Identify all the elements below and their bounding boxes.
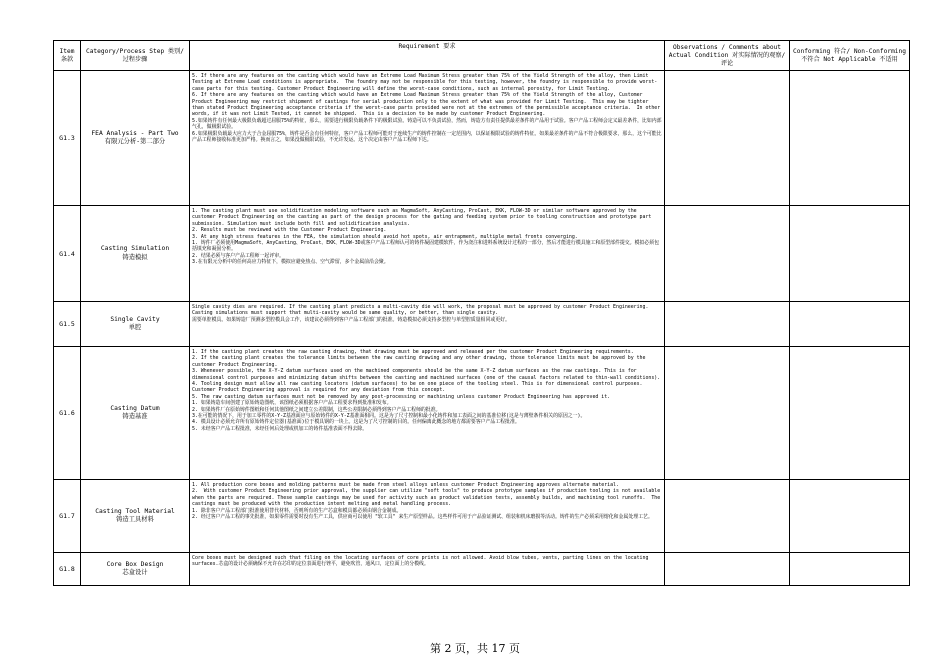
requirement-text — [190, 480, 665, 553]
conforming-cell[interactable] — [790, 206, 910, 302]
category-label: Single Cavity 单腔 — [81, 302, 190, 347]
category-label: Casting Tool Material 铸造工具材料 — [81, 480, 190, 553]
header-row — [54, 41, 910, 71]
table-row — [54, 553, 910, 586]
requirement-line: Single cavity dies are required. If the casting plant predicts a multi-cavity die will work, the proposal must be approved by customer Product Engineering. Casting simulations must support that multi-cavity would be same quality, or better, than single cavity. — [192, 304, 652, 317]
requirement-line: 需要单腔模具。如果铸造厂预测多型腔模具会工作，该建议必须得到客户产品工程部门的批准。铸造模拟必须支持多型腔与单型腔质量相同或更好。 — [192, 316, 510, 323]
category-label: FEA Analysis - Part Two 有限元分析-第二部分 — [81, 71, 190, 206]
observations-cell[interactable] — [665, 206, 790, 302]
header-observations: Observations / Comments about Actual Condition 对实际情况的观察/评论 — [665, 41, 790, 71]
conforming-cell[interactable] — [790, 553, 910, 586]
requirement-line: 3.在可能的情况下，用于加工零件的X-Y-Z基准面应与原始铸件的X-Y-Z基准面相同。这是为了尺寸控制和最小化铸件和加工表面之间的基准位移(这是与薄壁条件相关的原因之一)。 — [192, 413, 586, 420]
requirement-line: 1. If the casting plant creates the raw casting drawing, that drawing must be approved and released per the customer Product Engineering requirements. — [192, 349, 634, 355]
conforming-cell[interactable] — [790, 347, 910, 480]
item-number: G1.7 — [54, 480, 81, 553]
item-number: G1.3 — [54, 71, 81, 206]
header-conforming: Conforming 符合/ Non-Conforming 不符合 Not Applicable 不适用 — [790, 41, 910, 71]
requirements-table — [53, 40, 910, 586]
requirement-line: 3. Whenever possible, the X-Y-Z datum surfaces used on the machined components should be the same X-Y-Z datum surfaces as the raw castings. This is for dimensional control purposes and minimizing datum shifts between the casting and machined surfaces (one of the causal factors related to thin-wall conditions). — [192, 368, 661, 381]
table-row — [54, 347, 910, 480]
requirement-line: 1. The casting plant must use solidification modeling software such as MagmaSoft, AnyCasting, ProCast, EKK, FLOW-3D or similar software approved by the customer Product Engineering on the casting as part of the design process for the gating and feeding system prior to tooling construction and prototype part submission. Simulation must include both fill and solidification analysis. — [192, 208, 655, 227]
conforming-cell[interactable] — [790, 71, 910, 206]
requirement-line: 4. 模具设计必须允许所有原始铸件定位器(基准面)位于模具钢的一块上。这是为了尺寸控制的目的。任何偏离此概念的地方都需要客户产品工程批准。 — [192, 419, 520, 426]
observations-cell[interactable] — [665, 71, 790, 206]
item-number: G1.5 — [54, 302, 81, 347]
requirement-line: 1. 如果铸造车间创建了原始铸造图纸，该图纸必须根据客户产品工程要求得到批准和发布。 — [192, 400, 392, 407]
observations-cell[interactable] — [665, 302, 790, 347]
requirement-text — [190, 347, 665, 480]
requirement-line: 1. 铸件厂必须使用MagmaSoft、AnyCasting、ProCast、EKK、FLOW-3D或客户产品工程师认可的铸件凝固建模软件，作为浇注和进料系统设计过程的一部分，然后才能进行模具施工和原型部件提交。模拟必须包括填充和凝固分析。 — [192, 240, 659, 253]
requirement-line: 2. 经过客户产品工程的事先批准，如果零件需要时没有生产工具，供应商可以使用 "软工具" 来生产原型样品。这些样件可用于产品验证测试、组装和机床磨损等活动。铸件的生产必须采用熔化和金属处理工艺。 — [192, 514, 653, 521]
header-item: Item 条款 — [54, 41, 81, 71]
category-label: Core Box Design 芯盒设计 — [81, 553, 190, 586]
header-category: Category/Process Step 类别/过程步骤 — [81, 41, 190, 71]
table-row — [54, 480, 910, 553]
item-number: G1.8 — [54, 553, 81, 586]
requirement-text — [190, 553, 665, 586]
requirement-line: 2. 如果铸件厂在原始铸件图纸和任何其他图纸之间建立公差限制，这些公差限制必须得到客户产品工程师的批准。 — [192, 406, 441, 413]
table-row — [54, 206, 910, 302]
observations-cell[interactable] — [665, 553, 790, 586]
conforming-cell[interactable] — [790, 302, 910, 347]
requirement-line: 2. If the casting plant creates the tolerance limits between the raw casting drawing and any other drawing, those tolerance limits must be approved by the customer Product Engineering. — [192, 355, 649, 368]
category-label: Casting Simulation 铸造模拟 — [81, 206, 190, 302]
requirement-line: 1. All production core boxes and molding patterns must be made from steel alloys unless customer Product Engineering approves alternate material. — [192, 482, 619, 488]
requirement-line: 2. With customer Product Engineering prior approval, the supplier can utilize "soft tools" to produce prototype samples if production tooling is not available when the parts are required. These sample castings may be used for activity such as product validation tests, assembly builds, and machining tool runoffs. The castings must be produced with the production intent melting and metal handling process. — [192, 488, 664, 508]
requirement-line: 4. Tooling design must allow all raw casting locators (datum surfaces) to be on one piece of the tooling steel. This is for dimensional control purposes. Customer Product Engineering approval is required for any deviation from this concept. — [192, 381, 649, 394]
table-row — [54, 71, 910, 206]
conforming-cell[interactable] — [790, 480, 910, 553]
requirement-line: 5. The raw casting datum surfaces must not be removed by any post-processing or machining unless customer Product Engineering has approved it. — [192, 393, 611, 400]
header-requirement: Requirement 要求 — [190, 41, 665, 71]
requirement-line: 1. 除非客户产品工程部门批准使用替代材料，否则所有的生产芯盒和模具都必须由钢合金制成。 — [192, 507, 402, 514]
observations-cell[interactable] — [665, 347, 790, 480]
item-number: G1.6 — [54, 347, 81, 480]
requirement-line: 5. 未经客户产品工程批准，未经任何后处理或机加工的铸件基准表面不得去除。 — [192, 425, 368, 432]
requirement-text — [190, 206, 665, 302]
requirement-line: 2. 结果必须与客户产品工程师一起评审。 — [192, 252, 284, 259]
item-number: G1.4 — [54, 206, 81, 302]
requirement-line: 5.如果铸件有任何最大极限负载超过屈服75%的特征，那么，需要进行极限负载条件下的极限试验。铸造可以不负责试验，然而，铸造方有责任提供最差条件的产品用于试验。客户产品工程师会定义最差条件，比如内部气孔，做极限试验。 — [192, 117, 662, 131]
category-label: Casting Datum 铸造基准 — [81, 347, 190, 480]
requirement-line: 3.在有限元分析中的任何高应力特征下，模拟应避免热点、空气滞留，多个金属前沿会聚。 — [192, 259, 389, 266]
requirement-line: Core boxes must be designed such that filing on the locating surfaces of core prints is not allowed. Avoid blow tubes, vents, parting lines on the locating surfaces.芯盒的设计必须确保不允许在芯印的定位表面进行锉平，避免吹管，通风口，定位面上的分模线。 — [192, 555, 652, 568]
requirement-text — [190, 302, 665, 347]
requirement-line: 5. If there are any features on the casting which would have an Extreme Load Maximum Stress greater than 75% of the Yield Strength of the alloy, then Limit Testing at Extreme Load conditions is appropriate. The foundry may not be responsible for this testing, however, the foundry is responsible to provide worst-case parts for this testing. Customer Product Engineering will define the worst-case conditions, such as internal porosity, for Limit Testing. — [192, 73, 658, 92]
requirement-text — [190, 71, 665, 206]
table-row — [54, 302, 910, 347]
requirement-line: 2. Results must be reviewed with the Customer Product Engineering. — [192, 227, 387, 234]
requirement-line: 3. At any high stress features in the FEA, the simulation should avoid hot spots, air entrapment, multiple metal fronts converging. — [192, 233, 578, 240]
observations-cell[interactable] — [665, 480, 790, 553]
requirement-line: 6. If there are any features on the casting which would have an Extreme Load Maximum Stress greater than 75% of the Yield Strength of the alloy, Customer Product Engineering may restrict shipment of castings for serial production only to the extent of what was provided for Limit Testing. This may be tighter than stated Product Engineering acceptance criteria if the worst-case parts provided were not at the extremes of the permissible acceptance criteria. In other words, if it was not Limit Tested, it cannot be shipped. This is a decision to be made by customer Product Engineering. — [192, 92, 664, 118]
page-footer: 第 2 页，共 17 页 — [430, 642, 520, 655]
requirement-line: 6.如果极限负载最大应力大于合金屈服75%，铸件是否会有任何特征，客户产品工程师可能对于连续生产的铸件控制在一定范围内，以保证极限试验的铸件特征。如果最差条件的产品不符合极限要求，那么，这个可能比产品工程师接收标准更加严格。换而言之，如果没做极限试验，不允许发运。这个决定由客户产品工程师下达。 — [192, 130, 662, 144]
